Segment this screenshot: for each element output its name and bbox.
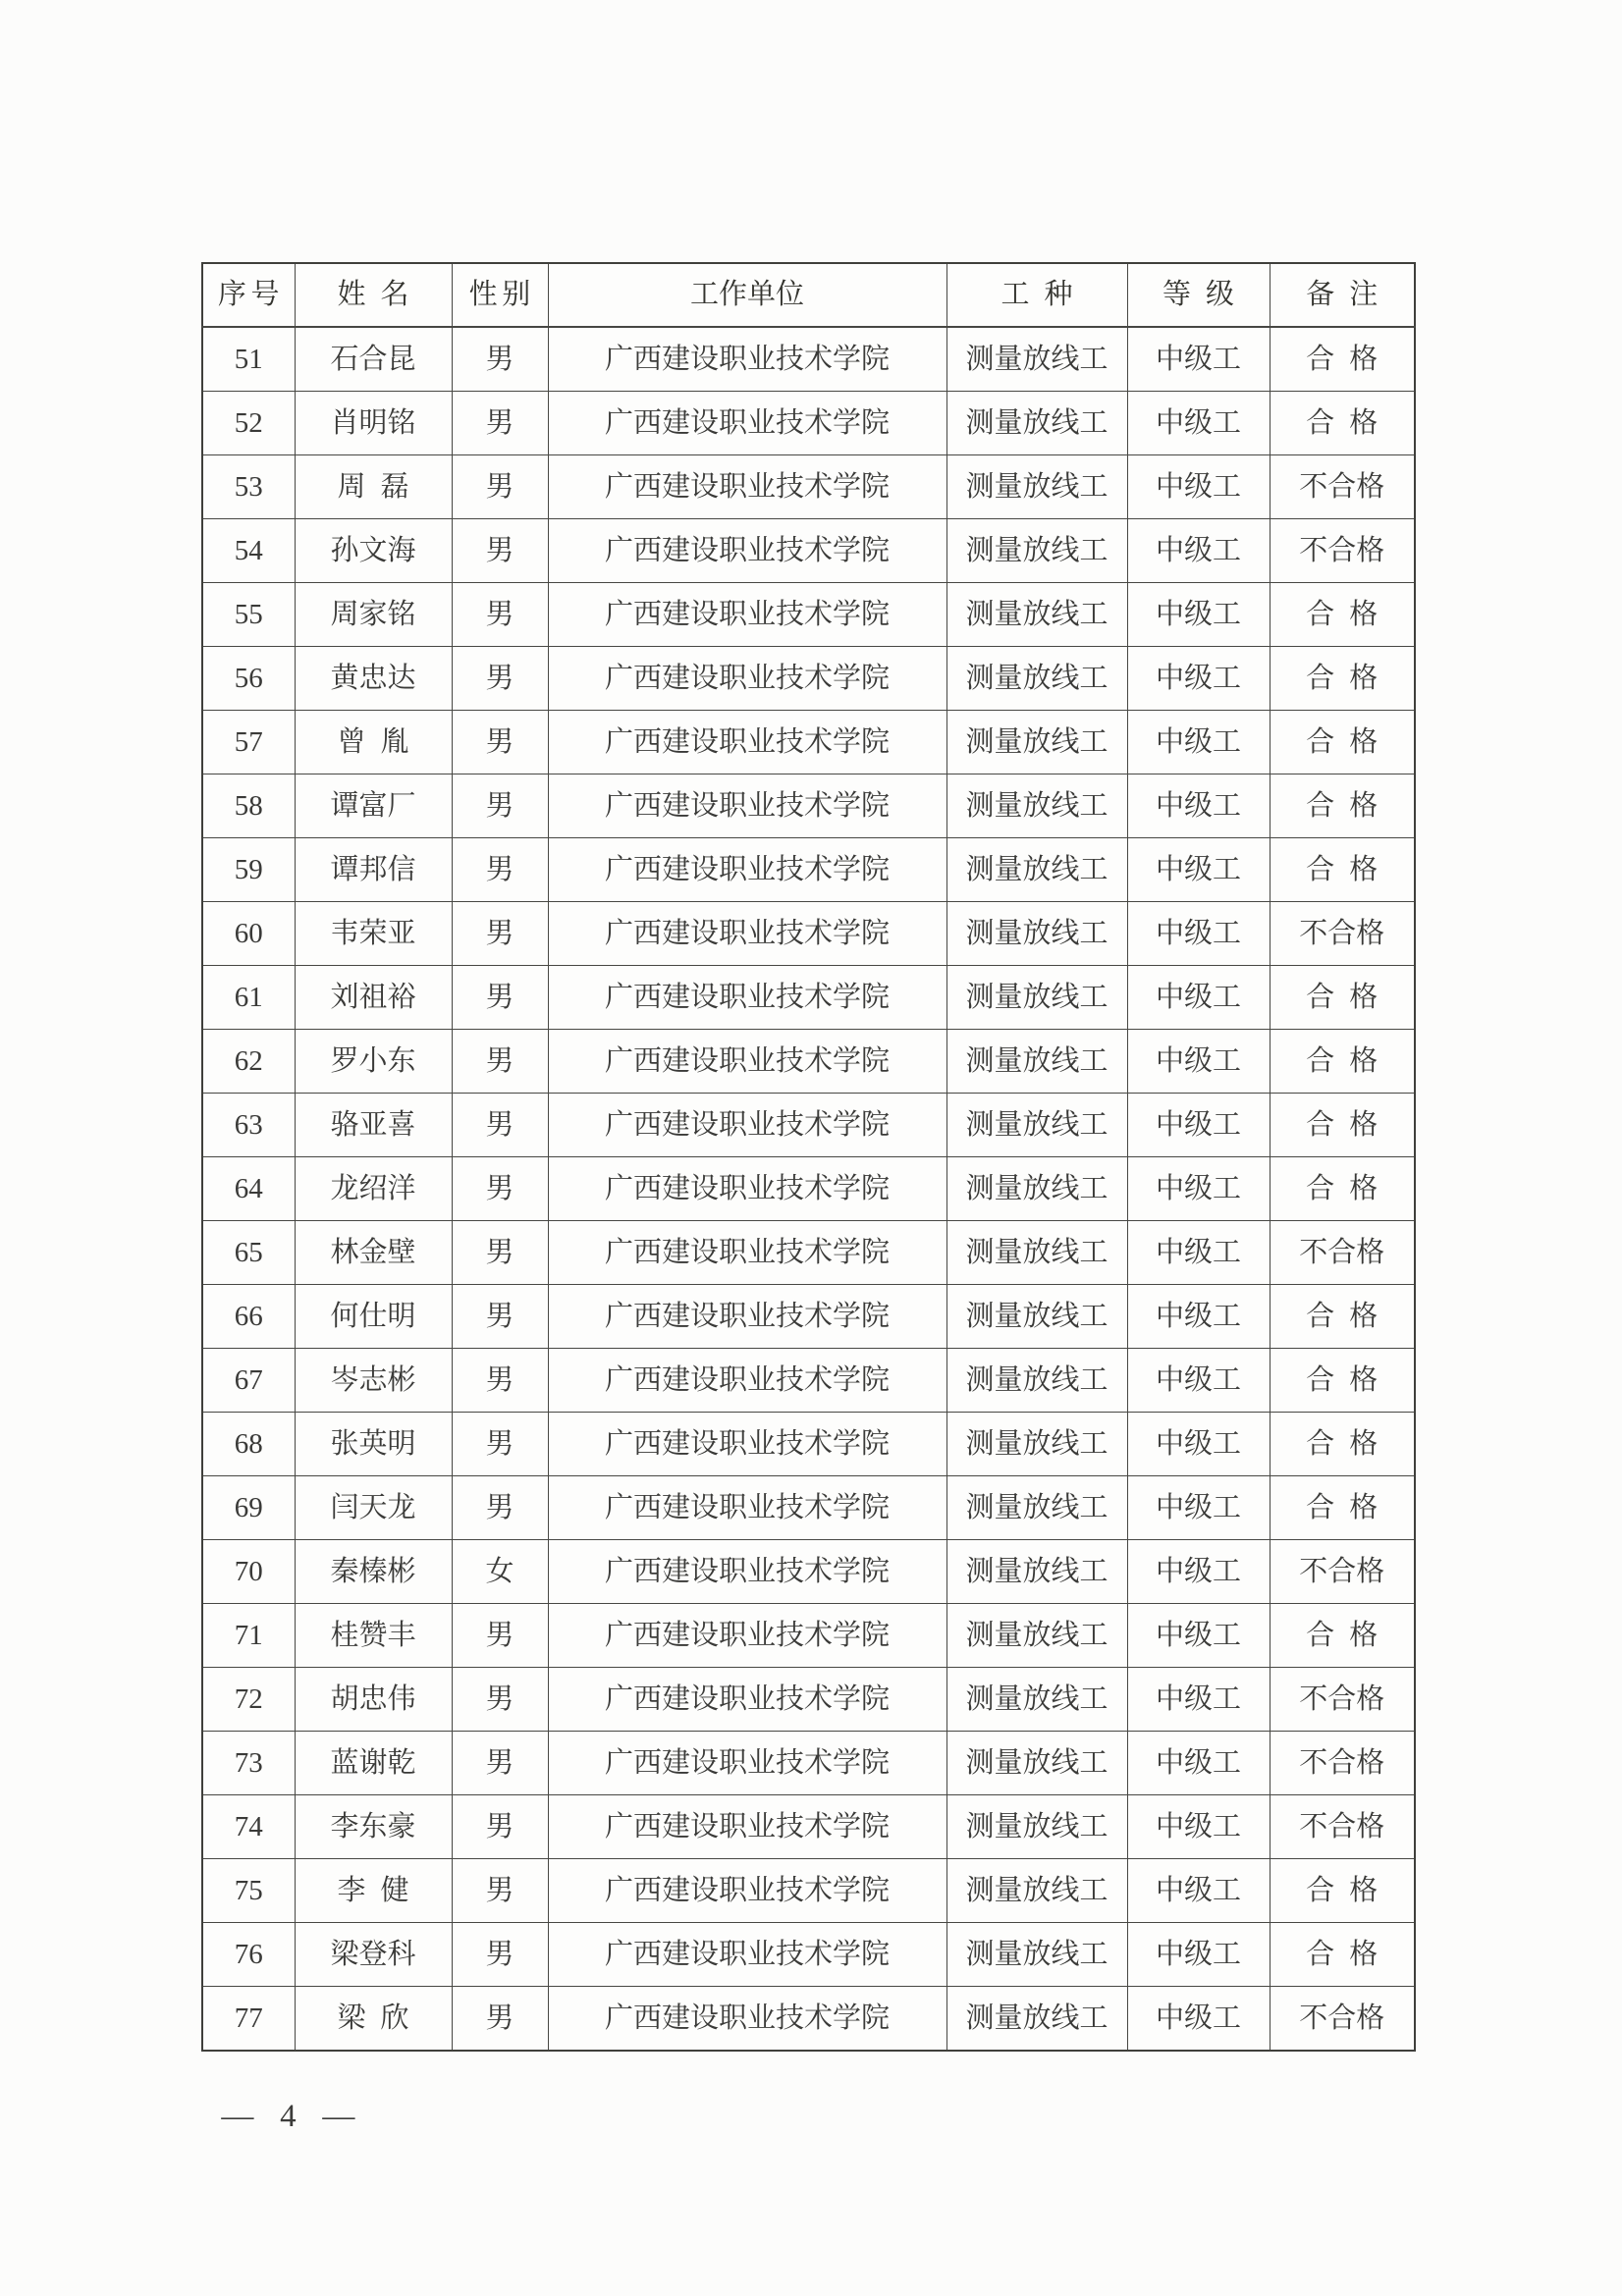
unit-cell: 广西建设职业技术学院 xyxy=(548,1668,946,1732)
name-cell: 韦荣亚 xyxy=(295,902,452,966)
trade-cell: 测量放线工 xyxy=(946,519,1127,583)
table-row xyxy=(202,1285,1415,1349)
level-cell: 中级工 xyxy=(1127,455,1270,519)
unit-cell: 广西建设职业技术学院 xyxy=(548,1030,946,1094)
name-cell: 胡忠伟 xyxy=(295,1668,452,1732)
table-row xyxy=(202,1030,1415,1094)
serial-cell: 68 xyxy=(202,1413,295,1476)
remark-cell: 合格 xyxy=(1270,583,1415,647)
gender-cell: 男 xyxy=(452,1923,548,1987)
gender-cell: 男 xyxy=(452,1668,548,1732)
level-cell: 中级工 xyxy=(1127,1668,1270,1732)
header-trade: 工种 xyxy=(946,263,1127,327)
name-cell: 石合昆 xyxy=(295,327,452,392)
level-cell: 中级工 xyxy=(1127,647,1270,711)
gender-cell: 男 xyxy=(452,519,548,583)
gender-cell: 男 xyxy=(452,1795,548,1859)
remark-cell: 不合格 xyxy=(1270,1732,1415,1795)
header-level: 等级 xyxy=(1127,263,1270,327)
level-cell: 中级工 xyxy=(1127,1476,1270,1540)
unit-cell: 广西建设职业技术学院 xyxy=(548,902,946,966)
table-row xyxy=(202,1094,1415,1157)
serial-cell: 60 xyxy=(202,902,295,966)
gender-cell: 男 xyxy=(452,1476,548,1540)
serial-cell: 70 xyxy=(202,1540,295,1604)
serial-cell: 76 xyxy=(202,1923,295,1987)
gender-cell: 男 xyxy=(452,774,548,838)
name-cell: 谭邦信 xyxy=(295,838,452,902)
trade-cell: 测量放线工 xyxy=(946,1540,1127,1604)
unit-cell: 广西建设职业技术学院 xyxy=(548,1221,946,1285)
serial-cell: 59 xyxy=(202,838,295,902)
unit-cell: 广西建设职业技术学院 xyxy=(548,1795,946,1859)
gender-cell: 男 xyxy=(452,1157,548,1221)
gender-cell: 男 xyxy=(452,1221,548,1285)
gender-cell: 男 xyxy=(452,838,548,902)
header-remark: 备注 xyxy=(1270,263,1415,327)
table-row xyxy=(202,1221,1415,1285)
gender-cell: 男 xyxy=(452,583,548,647)
unit-cell: 广西建设职业技术学院 xyxy=(548,1285,946,1349)
gender-cell: 男 xyxy=(452,966,548,1030)
unit-cell: 广西建设职业技术学院 xyxy=(548,519,946,583)
level-cell: 中级工 xyxy=(1127,1413,1270,1476)
trade-cell: 测量放线工 xyxy=(946,1030,1127,1094)
unit-cell: 广西建设职业技术学院 xyxy=(548,838,946,902)
remark-cell: 合格 xyxy=(1270,647,1415,711)
header-name: 姓名 xyxy=(295,263,452,327)
unit-cell: 广西建设职业技术学院 xyxy=(548,1413,946,1476)
name-cell: 李健 xyxy=(295,1859,452,1923)
name-cell: 周磊 xyxy=(295,455,452,519)
name-cell: 肖明铭 xyxy=(295,392,452,455)
table-row xyxy=(202,1732,1415,1795)
header-work-unit: 工作单位 xyxy=(548,263,946,327)
table-row xyxy=(202,1157,1415,1221)
serial-cell: 57 xyxy=(202,711,295,774)
table-row xyxy=(202,455,1415,519)
unit-cell: 广西建设职业技术学院 xyxy=(548,1604,946,1668)
trade-cell: 测量放线工 xyxy=(946,902,1127,966)
name-cell: 张英明 xyxy=(295,1413,452,1476)
unit-cell: 广西建设职业技术学院 xyxy=(548,711,946,774)
unit-cell: 广西建设职业技术学院 xyxy=(548,1732,946,1795)
name-cell: 孙文海 xyxy=(295,519,452,583)
level-cell: 中级工 xyxy=(1127,838,1270,902)
level-cell: 中级工 xyxy=(1127,327,1270,392)
unit-cell: 广西建设职业技术学院 xyxy=(548,1923,946,1987)
trade-cell: 测量放线工 xyxy=(946,583,1127,647)
unit-cell: 广西建设职业技术学院 xyxy=(548,966,946,1030)
level-cell: 中级工 xyxy=(1127,392,1270,455)
remark-cell: 不合格 xyxy=(1270,519,1415,583)
level-cell: 中级工 xyxy=(1127,1795,1270,1859)
unit-cell: 广西建设职业技术学院 xyxy=(548,1859,946,1923)
name-cell: 何仕明 xyxy=(295,1285,452,1349)
unit-cell: 广西建设职业技术学院 xyxy=(548,1094,946,1157)
remark-cell: 不合格 xyxy=(1270,1668,1415,1732)
trade-cell: 测量放线工 xyxy=(946,1859,1127,1923)
serial-cell: 74 xyxy=(202,1795,295,1859)
level-cell: 中级工 xyxy=(1127,1859,1270,1923)
level-cell: 中级工 xyxy=(1127,902,1270,966)
level-cell: 中级工 xyxy=(1127,1987,1270,2052)
table-row xyxy=(202,1413,1415,1476)
trade-cell: 测量放线工 xyxy=(946,774,1127,838)
unit-cell: 广西建设职业技术学院 xyxy=(548,1476,946,1540)
remark-cell: 不合格 xyxy=(1270,455,1415,519)
trade-cell: 测量放线工 xyxy=(946,1157,1127,1221)
name-cell: 李东豪 xyxy=(295,1795,452,1859)
gender-cell: 男 xyxy=(452,1604,548,1668)
trade-cell: 测量放线工 xyxy=(946,1795,1127,1859)
gender-cell: 男 xyxy=(452,1094,548,1157)
gender-cell: 男 xyxy=(452,1349,548,1413)
gender-cell: 男 xyxy=(452,1413,548,1476)
serial-cell: 66 xyxy=(202,1285,295,1349)
unit-cell: 广西建设职业技术学院 xyxy=(548,647,946,711)
trade-cell: 测量放线工 xyxy=(946,647,1127,711)
level-cell: 中级工 xyxy=(1127,583,1270,647)
gender-cell: 女 xyxy=(452,1540,548,1604)
serial-cell: 51 xyxy=(202,327,295,392)
remark-cell: 合格 xyxy=(1270,1604,1415,1668)
gender-cell: 男 xyxy=(452,1987,548,2052)
level-cell: 中级工 xyxy=(1127,1157,1270,1221)
remark-cell: 合格 xyxy=(1270,392,1415,455)
remark-cell: 不合格 xyxy=(1270,1795,1415,1859)
unit-cell: 广西建设职业技术学院 xyxy=(548,1349,946,1413)
trade-cell: 测量放线工 xyxy=(946,1349,1127,1413)
trade-cell: 测量放线工 xyxy=(946,1987,1127,2052)
unit-cell: 广西建设职业技术学院 xyxy=(548,392,946,455)
level-cell: 中级工 xyxy=(1127,1732,1270,1795)
trade-cell: 测量放线工 xyxy=(946,1476,1127,1540)
name-cell: 梁登科 xyxy=(295,1923,452,1987)
remark-cell: 合格 xyxy=(1270,711,1415,774)
level-cell: 中级工 xyxy=(1127,1604,1270,1668)
level-cell: 中级工 xyxy=(1127,1094,1270,1157)
table-row xyxy=(202,902,1415,966)
remark-cell: 合格 xyxy=(1270,1094,1415,1157)
level-cell: 中级工 xyxy=(1127,774,1270,838)
serial-cell: 62 xyxy=(202,1030,295,1094)
gender-cell: 男 xyxy=(452,1859,548,1923)
remark-cell: 不合格 xyxy=(1270,1221,1415,1285)
serial-cell: 73 xyxy=(202,1732,295,1795)
name-cell: 秦榛彬 xyxy=(295,1540,452,1604)
unit-cell: 广西建设职业技术学院 xyxy=(548,774,946,838)
trade-cell: 测量放线工 xyxy=(946,711,1127,774)
table-row xyxy=(202,1476,1415,1540)
remark-cell: 合格 xyxy=(1270,1285,1415,1349)
trade-cell: 测量放线工 xyxy=(946,392,1127,455)
table-row xyxy=(202,519,1415,583)
table-row xyxy=(202,1795,1415,1859)
serial-cell: 77 xyxy=(202,1987,295,2052)
remark-cell: 合格 xyxy=(1270,1157,1415,1221)
serial-cell: 52 xyxy=(202,392,295,455)
remark-cell: 合格 xyxy=(1270,966,1415,1030)
remark-cell: 合格 xyxy=(1270,838,1415,902)
serial-cell: 65 xyxy=(202,1221,295,1285)
name-cell: 岑志彬 xyxy=(295,1349,452,1413)
remark-cell: 合格 xyxy=(1270,1476,1415,1540)
remark-cell: 合格 xyxy=(1270,1413,1415,1476)
serial-cell: 63 xyxy=(202,1094,295,1157)
remark-cell: 不合格 xyxy=(1270,902,1415,966)
table-row xyxy=(202,392,1415,455)
serial-cell: 56 xyxy=(202,647,295,711)
header-serial-number: 序号 xyxy=(202,263,295,327)
trade-cell: 测量放线工 xyxy=(946,966,1127,1030)
serial-cell: 54 xyxy=(202,519,295,583)
trade-cell: 测量放线工 xyxy=(946,1668,1127,1732)
remark-cell: 合格 xyxy=(1270,774,1415,838)
serial-cell: 75 xyxy=(202,1859,295,1923)
level-cell: 中级工 xyxy=(1127,966,1270,1030)
table-row xyxy=(202,327,1415,392)
remark-cell: 合格 xyxy=(1270,327,1415,392)
gender-cell: 男 xyxy=(452,902,548,966)
name-cell: 蓝谢乾 xyxy=(295,1732,452,1795)
remark-cell: 不合格 xyxy=(1270,1987,1415,2052)
gender-cell: 男 xyxy=(452,327,548,392)
serial-cell: 61 xyxy=(202,966,295,1030)
level-cell: 中级工 xyxy=(1127,1540,1270,1604)
name-cell: 梁欣 xyxy=(295,1987,452,2052)
name-cell: 黄忠达 xyxy=(295,647,452,711)
name-cell: 周家铭 xyxy=(295,583,452,647)
name-cell: 骆亚喜 xyxy=(295,1094,452,1157)
page-number: — 4 — xyxy=(221,2099,364,2134)
remark-cell: 合格 xyxy=(1270,1859,1415,1923)
remark-cell: 合格 xyxy=(1270,1349,1415,1413)
unit-cell: 广西建设职业技术学院 xyxy=(548,327,946,392)
unit-cell: 广西建设职业技术学院 xyxy=(548,1157,946,1221)
table-row xyxy=(202,1859,1415,1923)
table-row xyxy=(202,711,1415,774)
serial-cell: 71 xyxy=(202,1604,295,1668)
level-cell: 中级工 xyxy=(1127,711,1270,774)
remark-cell: 合格 xyxy=(1270,1030,1415,1094)
table-row xyxy=(202,1923,1415,1987)
trade-cell: 测量放线工 xyxy=(946,838,1127,902)
name-cell: 刘祖裕 xyxy=(295,966,452,1030)
trade-cell: 测量放线工 xyxy=(946,327,1127,392)
roster-table xyxy=(201,262,1416,2052)
table-row xyxy=(202,774,1415,838)
header-gender: 性别 xyxy=(452,263,548,327)
name-cell: 曾胤 xyxy=(295,711,452,774)
table-row xyxy=(202,1987,1415,2052)
table-row xyxy=(202,966,1415,1030)
serial-cell: 67 xyxy=(202,1349,295,1413)
trade-cell: 测量放线工 xyxy=(946,1285,1127,1349)
serial-cell: 72 xyxy=(202,1668,295,1732)
name-cell: 闫天龙 xyxy=(295,1476,452,1540)
table-row xyxy=(202,1668,1415,1732)
level-cell: 中级工 xyxy=(1127,1030,1270,1094)
name-cell: 龙绍洋 xyxy=(295,1157,452,1221)
level-cell: 中级工 xyxy=(1127,1923,1270,1987)
gender-cell: 男 xyxy=(452,455,548,519)
table-row xyxy=(202,647,1415,711)
serial-cell: 69 xyxy=(202,1476,295,1540)
remark-cell: 合格 xyxy=(1270,1923,1415,1987)
trade-cell: 测量放线工 xyxy=(946,1413,1127,1476)
name-cell: 桂赞丰 xyxy=(295,1604,452,1668)
trade-cell: 测量放线工 xyxy=(946,1604,1127,1668)
name-cell: 罗小东 xyxy=(295,1030,452,1094)
unit-cell: 广西建设职业技术学院 xyxy=(548,455,946,519)
trade-cell: 测量放线工 xyxy=(946,455,1127,519)
trade-cell: 测量放线工 xyxy=(946,1732,1127,1795)
gender-cell: 男 xyxy=(452,711,548,774)
serial-cell: 55 xyxy=(202,583,295,647)
trade-cell: 测量放线工 xyxy=(946,1221,1127,1285)
unit-cell: 广西建设职业技术学院 xyxy=(548,583,946,647)
serial-cell: 53 xyxy=(202,455,295,519)
serial-cell: 64 xyxy=(202,1157,295,1221)
unit-cell: 广西建设职业技术学院 xyxy=(548,1987,946,2052)
gender-cell: 男 xyxy=(452,1285,548,1349)
gender-cell: 男 xyxy=(452,1732,548,1795)
trade-cell: 测量放线工 xyxy=(946,1923,1127,1987)
table-row xyxy=(202,1349,1415,1413)
gender-cell: 男 xyxy=(452,392,548,455)
table-row xyxy=(202,1604,1415,1668)
level-cell: 中级工 xyxy=(1127,519,1270,583)
table-header-row xyxy=(202,263,1415,327)
level-cell: 中级工 xyxy=(1127,1221,1270,1285)
table-row xyxy=(202,583,1415,647)
gender-cell: 男 xyxy=(452,647,548,711)
level-cell: 中级工 xyxy=(1127,1285,1270,1349)
gender-cell: 男 xyxy=(452,1030,548,1094)
remark-cell: 不合格 xyxy=(1270,1540,1415,1604)
unit-cell: 广西建设职业技术学院 xyxy=(548,1540,946,1604)
table-row xyxy=(202,838,1415,902)
level-cell: 中级工 xyxy=(1127,1349,1270,1413)
name-cell: 林金壁 xyxy=(295,1221,452,1285)
trade-cell: 测量放线工 xyxy=(946,1094,1127,1157)
table-row xyxy=(202,1540,1415,1604)
serial-cell: 58 xyxy=(202,774,295,838)
name-cell: 谭富厂 xyxy=(295,774,452,838)
